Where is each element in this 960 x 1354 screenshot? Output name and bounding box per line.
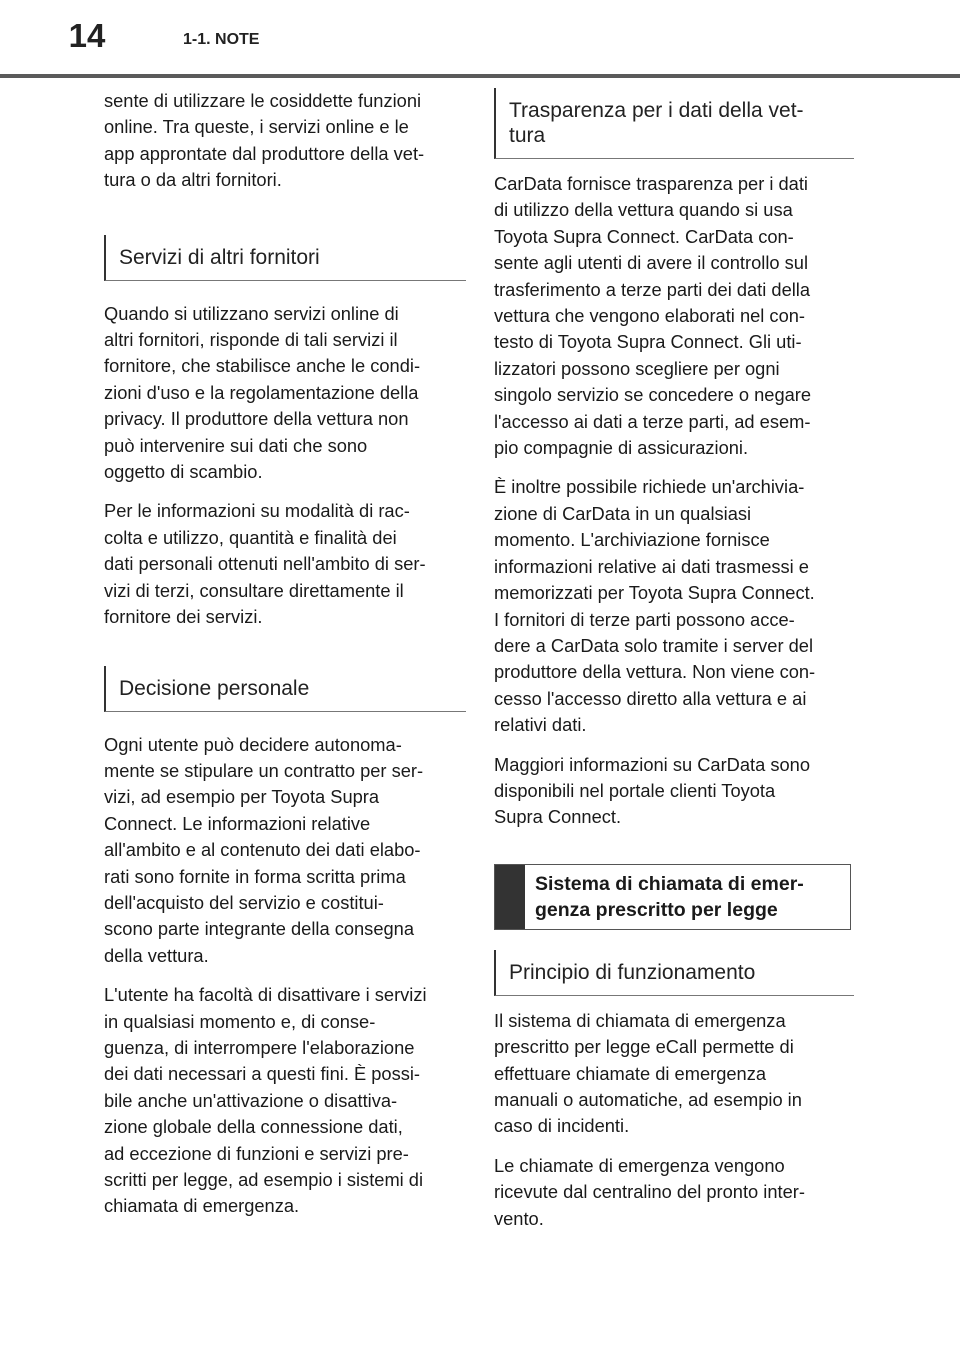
heading-third-party-services: Servizi di altri fornitori (104, 235, 466, 281)
principle-paragraph-2: Le chiamate di emergenza vengono ricevute dal centralino del pronto inter- vento. (494, 1154, 805, 1229)
principle-paragraph-1: Il sistema di chiamata di emergenza prescritto per legge eCall permette di effettuare chiamate di emergenza manuali o automatiche, ad esempio in caso di incidenti. (494, 1009, 802, 1137)
left-column (104, 88, 466, 1233)
personal-paragraph-1: Ogni utente può decidere autonoma- mente se stipulare un contratto per ser- vizi, ad esempio per Toyota Supra Connect. Le informazioni relative all'ambito e al contenuto dei dati elabo- rati sono fornite in forma scritta prima dell'acquisto del servizio e costitui- scono parte integrante della consegna della vettura. (104, 733, 424, 966)
third-party-paragraph-2: Per le informazioni su modalità di rac- colta e utilizzo, quantità e finalità dei dati personali ottenuti nell'ambito di ser- vizi di terzi, consultare direttamente il fornitore dei servizi. (104, 500, 426, 628)
heading-vehicle-data-transparency: Trasparenza per i dati della vet- tura (494, 88, 854, 159)
header-rule (0, 74, 960, 78)
transparency-paragraph-3: Maggiori informazioni su CarData sono disponibili nel portale clienti Toyota Supra Connect. (494, 753, 811, 828)
personal-paragraph-2: L'utente ha facoltà di disattivare i servizi in qualsiasi momento e, di conse- guenza, di interrompere l'elaborazione dei dati necessari a questi fini. È possi- bile anche un'attivazione o disattiva- zione globale della connessione dati, ad eccezione di funzioni e servizi pre- scritti per legge, ad esempio i sistemi di chiamata di emergenza. (104, 984, 427, 1217)
heading-operating-principle: Principio di funzionamento (494, 950, 854, 996)
heading-marker-bar (495, 865, 525, 929)
transparency-paragraph-2: È inoltre possibile richiede un'archivia- zione di CarData in un qualsiasi momento. L'archiviazione fornisce informazioni relative ai dati trasmessi e memorizzati per Toyota Supra Connect. I fornitori di terze parti possono acce- dere a CarData solo tramite i server del produttore della vettura. Non viene con- cesso l'accesso diretto alla vettura e ai relativi dati. (494, 476, 816, 736)
heading-emergency-call-system (494, 864, 851, 930)
intro-paragraph: sente di utilizzare le cosiddette funzioni online. Tra queste, i servizi online e le app approntate dal produttore della vet- tura o da altri fornitori. (104, 90, 425, 191)
section-label: 1-1. NOTE (183, 31, 260, 48)
page-number: 14 (68, 17, 106, 54)
transparency-paragraph-1: CarData fornisce trasparenza per i dati di utilizzo della vettura quando si usa Toyota Supra Connect. CarData con- sente agli utenti di avere il controllo sul trasferimento a terze parti dei dati della vettura che vengono elaborati nel con- testo di Toyota Supra Connect. Gli uti- lizzatori possono scegliere per ogni singolo servizio se concedere o negare l'accesso ai dati a terze parti, ad esem- pio compagnie di assicurazioni. (494, 173, 812, 459)
page-header (0, 0, 960, 80)
right-column (494, 88, 856, 1245)
heading-emergency-call-text: Sistema di chiamata di emer- genza prescritto per legge (535, 872, 804, 921)
third-party-paragraph-1: Quando si utilizzano servizi online di altri fornitori, risponde di tali servizi il fornitore, che stabilisce anche le condi- zioni d'uso e la regolamentazione della privacy. Il produttore della vettura non può intervenire sui dati che sono oggetto di scambio. (104, 302, 421, 483)
heading-personal-decision: Decisione personale (104, 666, 466, 712)
